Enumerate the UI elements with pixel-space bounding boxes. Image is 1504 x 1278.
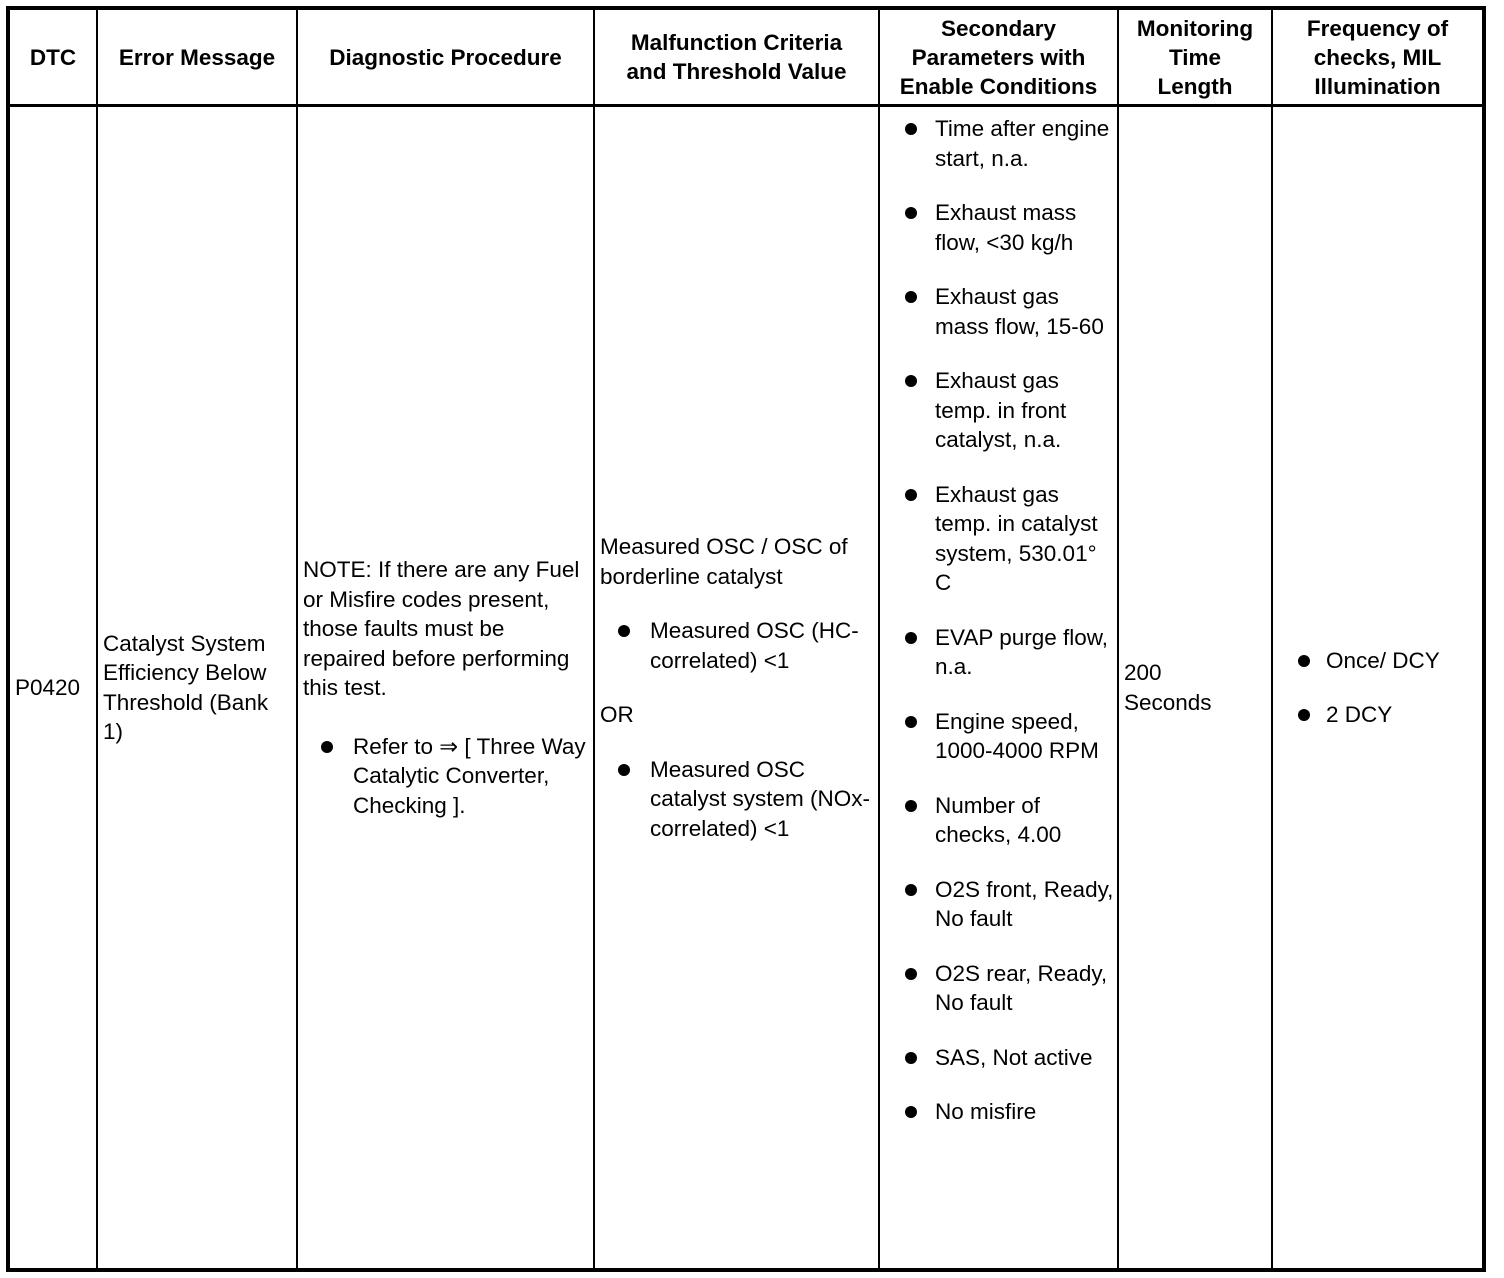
list-item xyxy=(600,616,873,675)
header-frequency: Frequency of checks, MIL Illumination xyxy=(1272,8,1484,106)
cell-diagnostic-procedure xyxy=(297,106,594,1271)
list-item xyxy=(885,480,1115,598)
bullet-icon xyxy=(905,291,917,303)
monitoring-time-text: 200 Seconds xyxy=(1124,660,1212,715)
list-item xyxy=(885,959,1115,1018)
malfunction-list-a xyxy=(600,616,873,675)
secondary-parameter-text: SAS, Not active xyxy=(935,1044,1093,1070)
secondary-parameter-text: Exhaust gas temp. in catalyst system, 530.01° C xyxy=(935,481,1098,595)
list-item xyxy=(885,1097,1115,1127)
cell-frequency xyxy=(1272,106,1484,1271)
secondary-parameter-text: Engine speed, 1000-4000 RPM xyxy=(935,708,1099,763)
malfunction-intro: Measured OSC / OSC of borderline catalyst xyxy=(600,534,848,589)
bullet-icon xyxy=(905,123,917,135)
list-item xyxy=(885,623,1115,682)
secondary-parameter-text: O2S rear, Ready, No fault xyxy=(935,960,1108,1015)
bullet-icon xyxy=(905,1106,917,1118)
malfunction-item-text: Measured OSC catalyst system (NOx-correlated) <1 xyxy=(650,756,871,841)
bullet-icon xyxy=(905,632,917,644)
frequency-text: Once/ DCY xyxy=(1326,647,1440,673)
frequency-text: 2 DCY xyxy=(1326,702,1393,727)
secondary-parameter-text: EVAP purge flow, n.a. xyxy=(935,624,1109,679)
list-item xyxy=(600,755,873,844)
bullet-icon xyxy=(905,884,917,896)
secondary-parameters-list xyxy=(885,114,1115,1127)
dtc-code: P0420 xyxy=(15,674,81,700)
bullet-icon xyxy=(905,489,917,501)
cell-secondary-parameters xyxy=(879,106,1118,1271)
dtc-table xyxy=(6,6,1486,1272)
malfunction-or: OR xyxy=(600,702,634,727)
bullet-icon xyxy=(905,968,917,980)
secondary-parameter-text: Exhaust gas mass flow, 15-60 xyxy=(935,284,1104,339)
table-row xyxy=(8,106,1484,1271)
header-diagnostic-procedure: Diagnostic Procedure xyxy=(297,8,594,106)
secondary-parameter-text: No misfire xyxy=(935,1099,1037,1124)
header-dtc: DTC xyxy=(8,8,97,106)
header-secondary-parameters: Secondary Parameters with Enable Conditions xyxy=(879,8,1118,106)
cell-dtc xyxy=(8,106,97,1271)
list-item xyxy=(885,198,1115,257)
bullet-icon xyxy=(1298,709,1310,721)
list-item xyxy=(885,282,1115,341)
secondary-parameter-text: Time after engine start, n.a. xyxy=(935,116,1110,171)
list-item xyxy=(1278,646,1477,676)
list-item xyxy=(885,1043,1115,1073)
header-monitoring-time: Monitoring Time Length xyxy=(1118,8,1272,106)
header-malfunction-criteria: Malfunction Criteria and Threshold Value xyxy=(594,8,879,106)
bullet-icon xyxy=(618,625,630,637)
bullet-icon xyxy=(1298,655,1310,667)
procedure-reference-link[interactable]: Refer to ⇒ [ Three Way Catalytic Converter, Checking ]. xyxy=(353,733,586,818)
malfunction-item-text: Measured OSC (HC-correlated) <1 xyxy=(650,618,859,673)
list-item xyxy=(885,791,1115,850)
list-item xyxy=(885,114,1115,173)
bullet-icon xyxy=(905,716,917,728)
cell-malfunction-criteria xyxy=(594,106,879,1271)
cell-monitoring-time xyxy=(1118,106,1272,1271)
list-item xyxy=(1278,700,1477,730)
secondary-parameter-text: Number of checks, 4.00 xyxy=(935,792,1062,847)
procedure-list xyxy=(303,732,588,821)
procedure-note: NOTE: If there are any Fuel or Misfire codes present, those faults must be repaired before performing this test. xyxy=(303,557,580,700)
list-item xyxy=(885,707,1115,766)
list-item xyxy=(885,875,1115,934)
secondary-parameter-text: Exhaust mass flow, <30 kg/h xyxy=(935,200,1077,255)
bullet-icon xyxy=(905,375,917,387)
frequency-list xyxy=(1278,646,1477,730)
malfunction-list-b xyxy=(600,755,873,844)
cell-error-message xyxy=(97,106,297,1271)
error-message-text: Catalyst System Efficiency Below Threshold (Bank 1) xyxy=(103,630,269,744)
secondary-parameter-text: O2S front, Ready, No fault xyxy=(935,876,1114,931)
secondary-parameter-text: Exhaust gas temp. in front catalyst, n.a. xyxy=(935,368,1067,452)
list-item xyxy=(303,732,588,821)
header-error-message: Error Message xyxy=(97,8,297,106)
bullet-icon xyxy=(905,207,917,219)
bullet-icon xyxy=(905,800,917,812)
bullet-icon xyxy=(321,741,333,753)
bullet-icon xyxy=(618,764,630,776)
bullet-icon xyxy=(905,1052,917,1064)
header-row xyxy=(8,8,1484,106)
list-item xyxy=(885,366,1115,455)
